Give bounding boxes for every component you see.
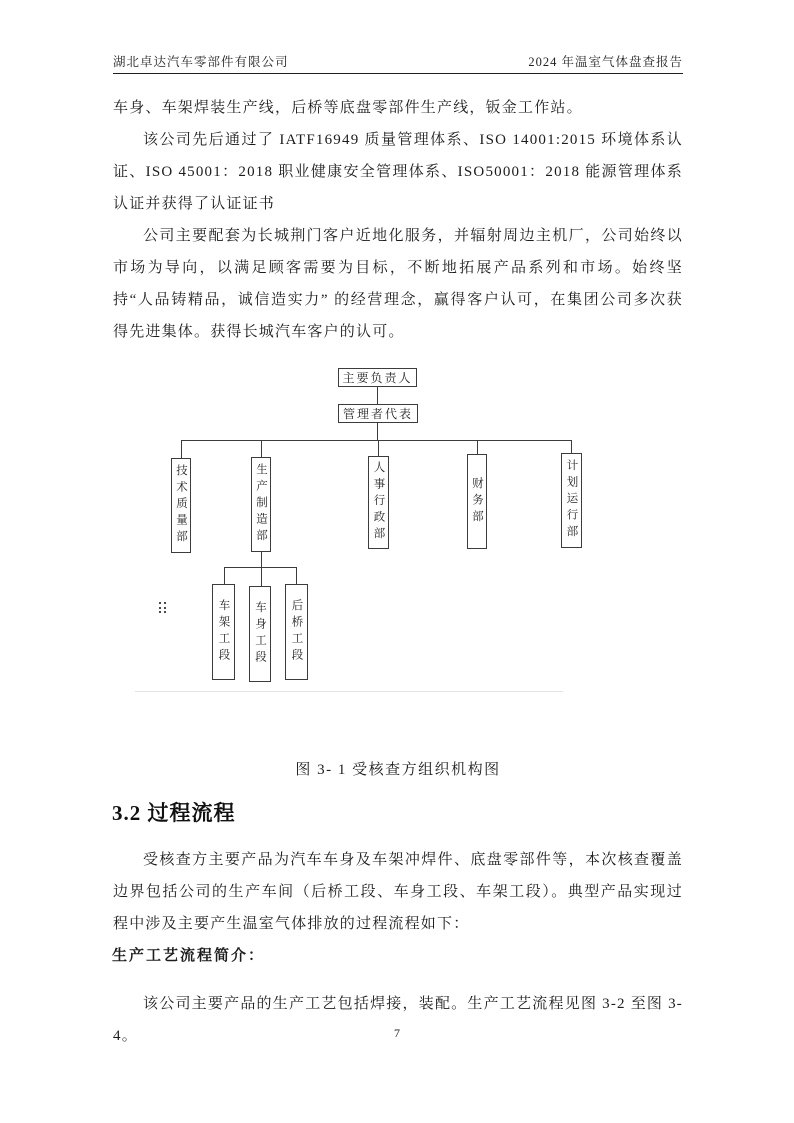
body-text-block (113, 92, 683, 348)
org-connector-line (378, 440, 379, 456)
process-text-block (113, 988, 683, 1052)
header-report-title: 2024 年温室气体盘查报告 (528, 55, 683, 69)
chart-area-bottom-line (135, 691, 563, 692)
org-connector-line (571, 440, 572, 453)
page-number: 7 (394, 1026, 400, 1040)
org-connector-line (261, 552, 262, 567)
org-box-section-frame: 车架工段 (212, 584, 235, 680)
paragraph-certifications: 该公司先后通过了 IATF16949 质量管理体系、ISO 14001:2015 环境体系认证、ISO 45001：2018 职业健康安全管理体系、ISO50001：2018 能源管理体系认证并获得了认证证书 (113, 132, 683, 212)
org-connector-line (377, 387, 378, 404)
org-box-management-rep: 管理者代表 (338, 404, 418, 423)
org-connector-line (261, 440, 262, 457)
page-header (113, 52, 683, 70)
paragraph-verification-scope: 受核查方主要产品为汽车车身及车架冲焊件、底盘零部件等，本次核查覆盖边界包括公司的生产车间（后桥工段、车身工段、车架工段）。典型产品实现过程中涉及主要产生温室气体排放的过程流程如下： (113, 852, 683, 932)
header-company-name: 湖北卓达汽车零部件有限公司 (113, 55, 289, 69)
section-heading: 3.2 过程流程 (112, 801, 236, 825)
org-box-dept-hr-admin: 人事行政部 (368, 456, 389, 549)
org-connector-line (261, 567, 262, 586)
paragraph-production-lines: 车身、车架焊装生产线，后桥等底盘零部件生产线，钣金工作站。 (113, 100, 583, 116)
process-intro-subheading: 生产工艺流程简介： (112, 948, 266, 964)
anchor-dots-icon (159, 602, 166, 613)
org-connector-line (477, 440, 478, 454)
org-connector-line (181, 440, 182, 458)
org-connector-line (296, 567, 297, 584)
org-box-dept-planning-ops: 计划运行部 (561, 453, 582, 548)
figure-caption: 图 3- 1 受核查方组织机构图 (295, 762, 501, 778)
header-rule (113, 73, 683, 74)
org-box-dept-production: 生产制造部 (251, 457, 271, 552)
org-connector-line (377, 423, 378, 440)
org-connector-line (181, 440, 572, 441)
org-box-dept-finance: 财务部 (467, 454, 487, 549)
paragraph-company-business: 公司主要配套为长城荆门客户近地化服务，并辐射周边主机厂，公司始终以市场为导向，以满足顾客需要为目标，不断地拓展产品系列和市场。始终坚持“人品铸精品，诚信造实力” 的经营理念，赢得客户认可，在集团公司多次获得先进集体。获得长城汽车客户的认可。 (113, 228, 683, 340)
org-connector-line (224, 567, 225, 584)
org-box-top-leader: 主要负责人 (338, 368, 417, 387)
section-text-block (113, 844, 683, 940)
org-box-section-rear-axle: 后桥工段 (285, 584, 308, 680)
org-box-section-body: 车身工段 (249, 586, 271, 682)
org-box-dept-tech-quality: 技术质量部 (171, 458, 191, 553)
paragraph-process-overview: 该公司主要产品的生产工艺包括焊接，装配。生产工艺流程见图 3-2 至图 3-4。 (113, 996, 683, 1044)
